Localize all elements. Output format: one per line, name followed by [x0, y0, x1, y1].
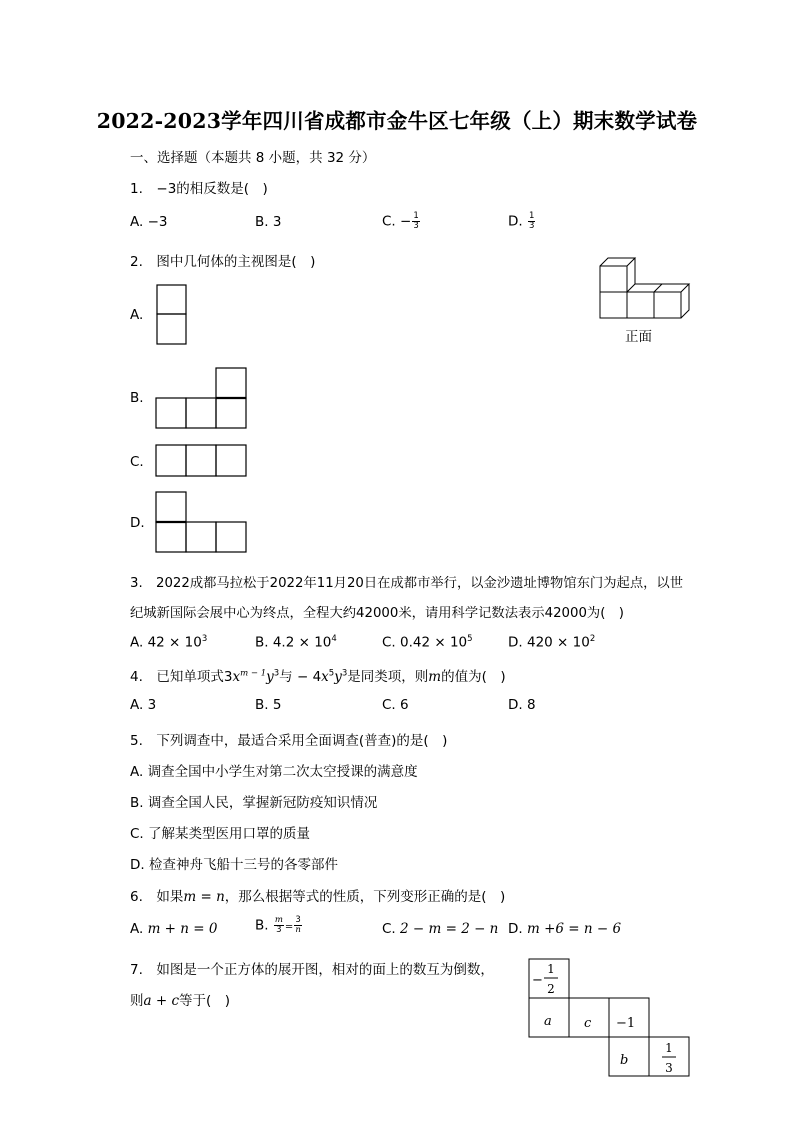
net-br-num: 1 — [665, 1041, 673, 1055]
fraction — [412, 212, 419, 231]
q6-stem — [130, 885, 505, 905]
q4-exp: 5 — [328, 668, 335, 679]
frac-num: 1 — [413, 211, 419, 221]
q3-option-c-base: C. 0.42 × 10 — [382, 634, 468, 651]
net-br-den: 3 — [665, 1061, 673, 1075]
q1-stem: 1. −3的相反数是( ) — [130, 181, 268, 197]
fraction — [274, 916, 284, 935]
frac-den: 3 — [276, 925, 282, 935]
frac-den: 3 — [413, 221, 419, 231]
frac-den: n — [295, 925, 301, 935]
q3-option-a-exp: 3 — [201, 634, 208, 644]
front-label: 正面 — [625, 329, 652, 345]
q5-stem: 5. 下列调查中，最适合采用全面调查(普查)的是( ) — [130, 733, 448, 749]
q5-option-d: D. 检查神舟飞船十三号的各零部件 — [130, 857, 338, 873]
q3-option-a-base: A. 42 × 10 — [130, 634, 202, 651]
q1-option-b: B. 3 — [255, 214, 282, 230]
q6-option-c — [382, 921, 498, 937]
q3-option-b — [255, 634, 337, 651]
q4-text-4: 的值为( ) — [441, 669, 506, 685]
q2-option-d-figure — [155, 491, 249, 554]
net-label-a: a — [544, 1014, 552, 1029]
q3-option-d-base: D. 420 × 10 — [508, 634, 590, 651]
q4-option-a: A. 3 — [130, 697, 157, 713]
solid-figure — [598, 254, 690, 320]
fraction — [294, 916, 301, 935]
section-heading: 一、选择题（本题共 8 小题，共 32 分） — [130, 150, 376, 166]
net-top-sign: − — [532, 973, 543, 988]
q2-option-a: A. — [130, 307, 144, 323]
frac-num: 3 — [295, 915, 301, 925]
q6-option-d-expr: m +6 = n − 6 — [526, 921, 622, 937]
q3-option-b-base: B. 4.2 × 10 — [255, 634, 332, 651]
q2-option-c: C. — [130, 454, 144, 470]
q4-exp: m − 1 — [240, 668, 267, 679]
q5-option-b: B. 调查全国人民，掌握新冠防疫知识情况 — [130, 795, 378, 811]
q6-option-a-expr: m + n = 0 — [147, 921, 218, 937]
q6-text-1: 6. 如果 — [130, 889, 184, 905]
q2-option-a-figure — [156, 284, 188, 346]
q3-option-a — [130, 634, 207, 651]
q2-stem: 2. 图中几何体的主视图是( ) — [130, 254, 316, 270]
fraction — [528, 212, 535, 231]
q4-exp: 3 — [341, 668, 348, 679]
q6-option-c-label: C. — [382, 921, 401, 937]
q5-option-c: C. 了解某类型医用口罩的质量 — [130, 826, 311, 842]
q4-option-b: B. 5 — [255, 697, 282, 713]
q6-option-d — [508, 921, 621, 937]
frac-num: 1 — [528, 211, 535, 221]
q7-text-2: 等于( ) — [179, 993, 231, 1009]
q2-option-d: D. — [130, 515, 145, 531]
q4-var-m: m — [428, 669, 442, 685]
q7-expr: a + c — [143, 993, 180, 1009]
q6-option-b-label: B. — [255, 917, 273, 934]
frac-den: 3 — [528, 221, 535, 231]
q3-stem-line1: 3. 2022成都马拉松于2022年11月20日在成都市举行，以金沙遗址博物馆东门为起点，以世 — [130, 576, 684, 591]
q2-option-b: B. — [130, 390, 144, 406]
q6-option-a — [130, 921, 217, 937]
q4-exp: 3 — [273, 668, 280, 679]
q5-option-a: A. 调查全国中小学生对第二次太空授课的满意度 — [130, 764, 418, 780]
q1-option-a: A. −3 — [130, 214, 168, 230]
q4-var-x: x — [321, 669, 329, 685]
q3-option-c — [382, 634, 473, 651]
q4-var-y: y — [266, 669, 274, 685]
net-label-neg1: −1 — [616, 1016, 636, 1031]
q1-option-d-label: D. — [508, 213, 527, 230]
q4-text-2: 与 − 4 — [279, 669, 322, 685]
q3-stem-line2: 纪城新国际会展中心为终点，全程大约42000米，请用科学记数法表示42000为( ) — [130, 606, 624, 621]
q6-option-a-label: A. — [130, 921, 148, 937]
q3-option-d — [508, 634, 595, 651]
q3-option-d-exp: 2 — [589, 634, 596, 644]
equals-sign: = — [284, 921, 294, 933]
q4-text-3: 是同类项，则 — [347, 669, 429, 685]
q4-var-x: x — [232, 669, 241, 685]
q4-option-d: D. 8 — [508, 697, 536, 713]
q7-stem-line2 — [130, 989, 230, 1009]
page-title: 2022-2023学年四川省成都市金牛区七年级（上）期末数学试卷 — [96, 109, 698, 133]
q6-option-b — [255, 916, 303, 935]
net-label-c: c — [584, 1016, 592, 1031]
q6-option-d-label: D. — [508, 921, 527, 937]
q6-option-c-expr: 2 − m = 2 − n — [400, 921, 499, 937]
net-top-num: 1 — [547, 962, 555, 976]
q7-text-1: 则 — [130, 993, 144, 1009]
net-label-b: b — [620, 1053, 629, 1068]
q2-option-b-figure — [155, 367, 249, 429]
frac-num: m — [274, 915, 283, 925]
q3-option-b-exp: 4 — [331, 634, 337, 644]
q4-text-1: 4. 已知单项式3 — [130, 669, 233, 685]
q1-option-c — [382, 212, 421, 231]
q6-text-2: ，那么根据等式的性质，下列变形正确的是( ) — [224, 889, 506, 905]
q4-stem — [130, 665, 506, 685]
q3-option-c-exp: 5 — [467, 634, 473, 644]
net-top-den: 2 — [547, 982, 555, 996]
q1-option-c-label: C. − — [382, 213, 412, 230]
q2-option-c-figure — [155, 444, 249, 478]
q4-var-y: y — [334, 669, 342, 685]
q1-option-d — [508, 212, 536, 231]
q6-equation: m = n — [183, 889, 225, 905]
q7-stem-line1: 7. 如图是一个正方体的展开图，相对的面上的数互为倒数， — [130, 962, 494, 978]
q4-option-c: C. 6 — [382, 697, 409, 713]
cube-net — [528, 958, 692, 1078]
